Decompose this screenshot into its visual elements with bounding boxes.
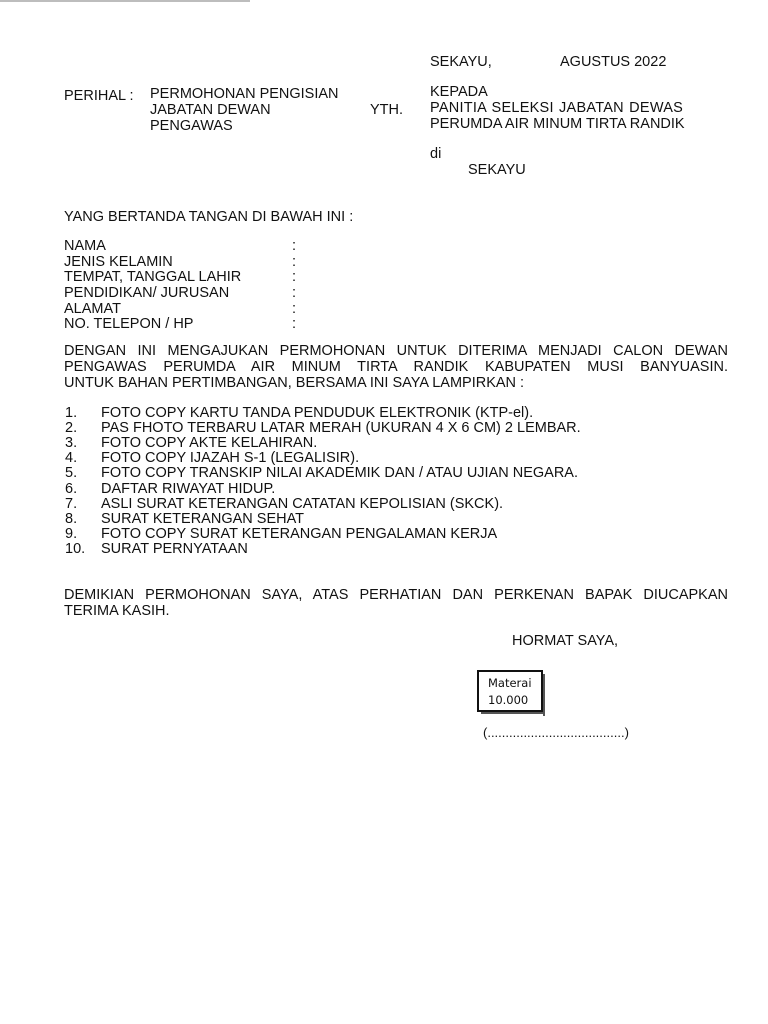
field-row (64, 238, 106, 254)
field-label: PENDIDIKAN/ JURUSAN (64, 285, 230, 301)
list-number: 5. (65, 465, 78, 481)
list-number: 6. (65, 481, 78, 497)
request-paragraph (64, 343, 728, 391)
list-number: 9. (65, 526, 78, 542)
paragraph-line: UNTUK BAHAN PERTIMBANGAN, BERSAMA INI SAYA LAMPIRKAN : (64, 375, 525, 391)
list-text: FOTO COPY SURAT KETERANGAN PENGALAMAN KERJA (101, 526, 498, 542)
materai-label: Materai (488, 676, 532, 690)
list-text: FOTO COPY IJAZAH S-1 (LEGALISIR). (101, 450, 360, 466)
field-label: NAMA (64, 238, 106, 254)
list-number: 10. (65, 541, 86, 557)
field-colon: : (292, 301, 297, 317)
list-text: ASLI SURAT KETERANGAN CATATAN KEPOLISIAN (SKCK). (101, 496, 504, 512)
perihal-line-1: PERMOHONAN PENGISIAN (150, 86, 339, 102)
list-item (65, 481, 275, 497)
perihal-line-2: JABATAN DEWAN (150, 102, 271, 118)
list-item (65, 496, 503, 512)
list-text: DAFTAR RIWAYAT HIDUP. (101, 481, 276, 497)
list-text: PAS FHOTO TERBARU LATAR MERAH (UKURAN 4 X 6 CM) 2 LEMBAR. (101, 420, 581, 436)
list-text: SURAT KETERANGAN SEHAT (101, 511, 305, 527)
field-row (64, 285, 229, 301)
closing-paragraph (64, 587, 728, 619)
kepada: KEPADA (430, 84, 488, 100)
materai-value: 10.000 (488, 693, 529, 707)
field-label: TEMPAT, TANGGAL LAHIR (64, 269, 242, 285)
field-colon: : (292, 285, 297, 301)
list-item (65, 405, 533, 421)
list-text: SURAT PERNYATAAN (101, 541, 248, 557)
recipient-line-2: PERUMDA AIR MINUM TIRTA RANDIK (430, 116, 685, 132)
list-item (65, 526, 497, 542)
paragraph-line: DEMIKIAN PERMOHONAN SAYA, ATAS PERHATIAN DAN PERKENAN BAPAK DIUCAPKAN (64, 587, 728, 603)
list-number: 8. (65, 511, 78, 527)
field-colon: : (292, 254, 297, 270)
list-number: 4. (65, 450, 78, 466)
field-label: NO. TELEPON / HP (64, 316, 194, 332)
paragraph-line: DENGAN INI MENGAJUKAN PERMOHONAN UNTUK DITERIMA MENJADI CALON DEWAN (64, 343, 728, 359)
perihal-line-3: PENGAWAS (150, 118, 233, 134)
paragraph-line: TERIMA KASIH. (64, 603, 170, 619)
date: AGUSTUS 2022 (560, 54, 667, 70)
signature-greeting: HORMAT SAYA, (512, 633, 619, 649)
list-number: 7. (65, 496, 78, 512)
list-text: FOTO COPY AKTE KELAHIRAN. (101, 435, 318, 451)
list-item (65, 435, 317, 451)
perihal-label: PERIHAL : (64, 88, 134, 104)
recipient-line-1: PANITIA SELEKSI JABATAN DEWAS (430, 100, 684, 116)
field-colon: : (292, 316, 297, 332)
field-colon: : (292, 238, 297, 254)
list-number: 1. (65, 405, 78, 421)
list-item (65, 511, 304, 527)
field-row (64, 254, 173, 270)
field-label: JENIS KELAMIN (64, 254, 173, 270)
list-item (65, 465, 578, 481)
signature-name-placeholder: (......................................) (483, 725, 629, 740)
paragraph-line: PENGAWAS PERUMDA AIR MINUM TIRTA RANDIK KABUPATEN MUSI BANYUASIN. (64, 359, 728, 375)
list-number: 3. (65, 435, 78, 451)
intro-text: YANG BERTANDA TANGAN DI BAWAH INI : (64, 209, 354, 225)
di-label: di (430, 146, 442, 162)
field-colon: : (292, 269, 297, 285)
field-row (64, 301, 121, 317)
list-item (65, 541, 248, 557)
list-text: FOTO COPY TRANSKIP NILAI AKADEMIK DAN / ATAU UJIAN NEGARA. (101, 465, 579, 481)
field-row (64, 316, 193, 332)
field-row (64, 269, 241, 285)
list-number: 2. (65, 420, 78, 436)
list-text: FOTO COPY KARTU TANDA PENDUDUK ELEKTRONIK (KTP-el). (101, 405, 534, 421)
place-city: SEKAYU, (430, 54, 492, 70)
yth-label: YTH. (370, 102, 404, 118)
list-item (65, 420, 581, 436)
field-label: ALAMAT (64, 301, 121, 317)
materai-stamp (477, 670, 543, 712)
list-item (65, 450, 359, 466)
scan-edge-line (0, 0, 250, 2)
recipient-city: SEKAYU (468, 162, 526, 178)
